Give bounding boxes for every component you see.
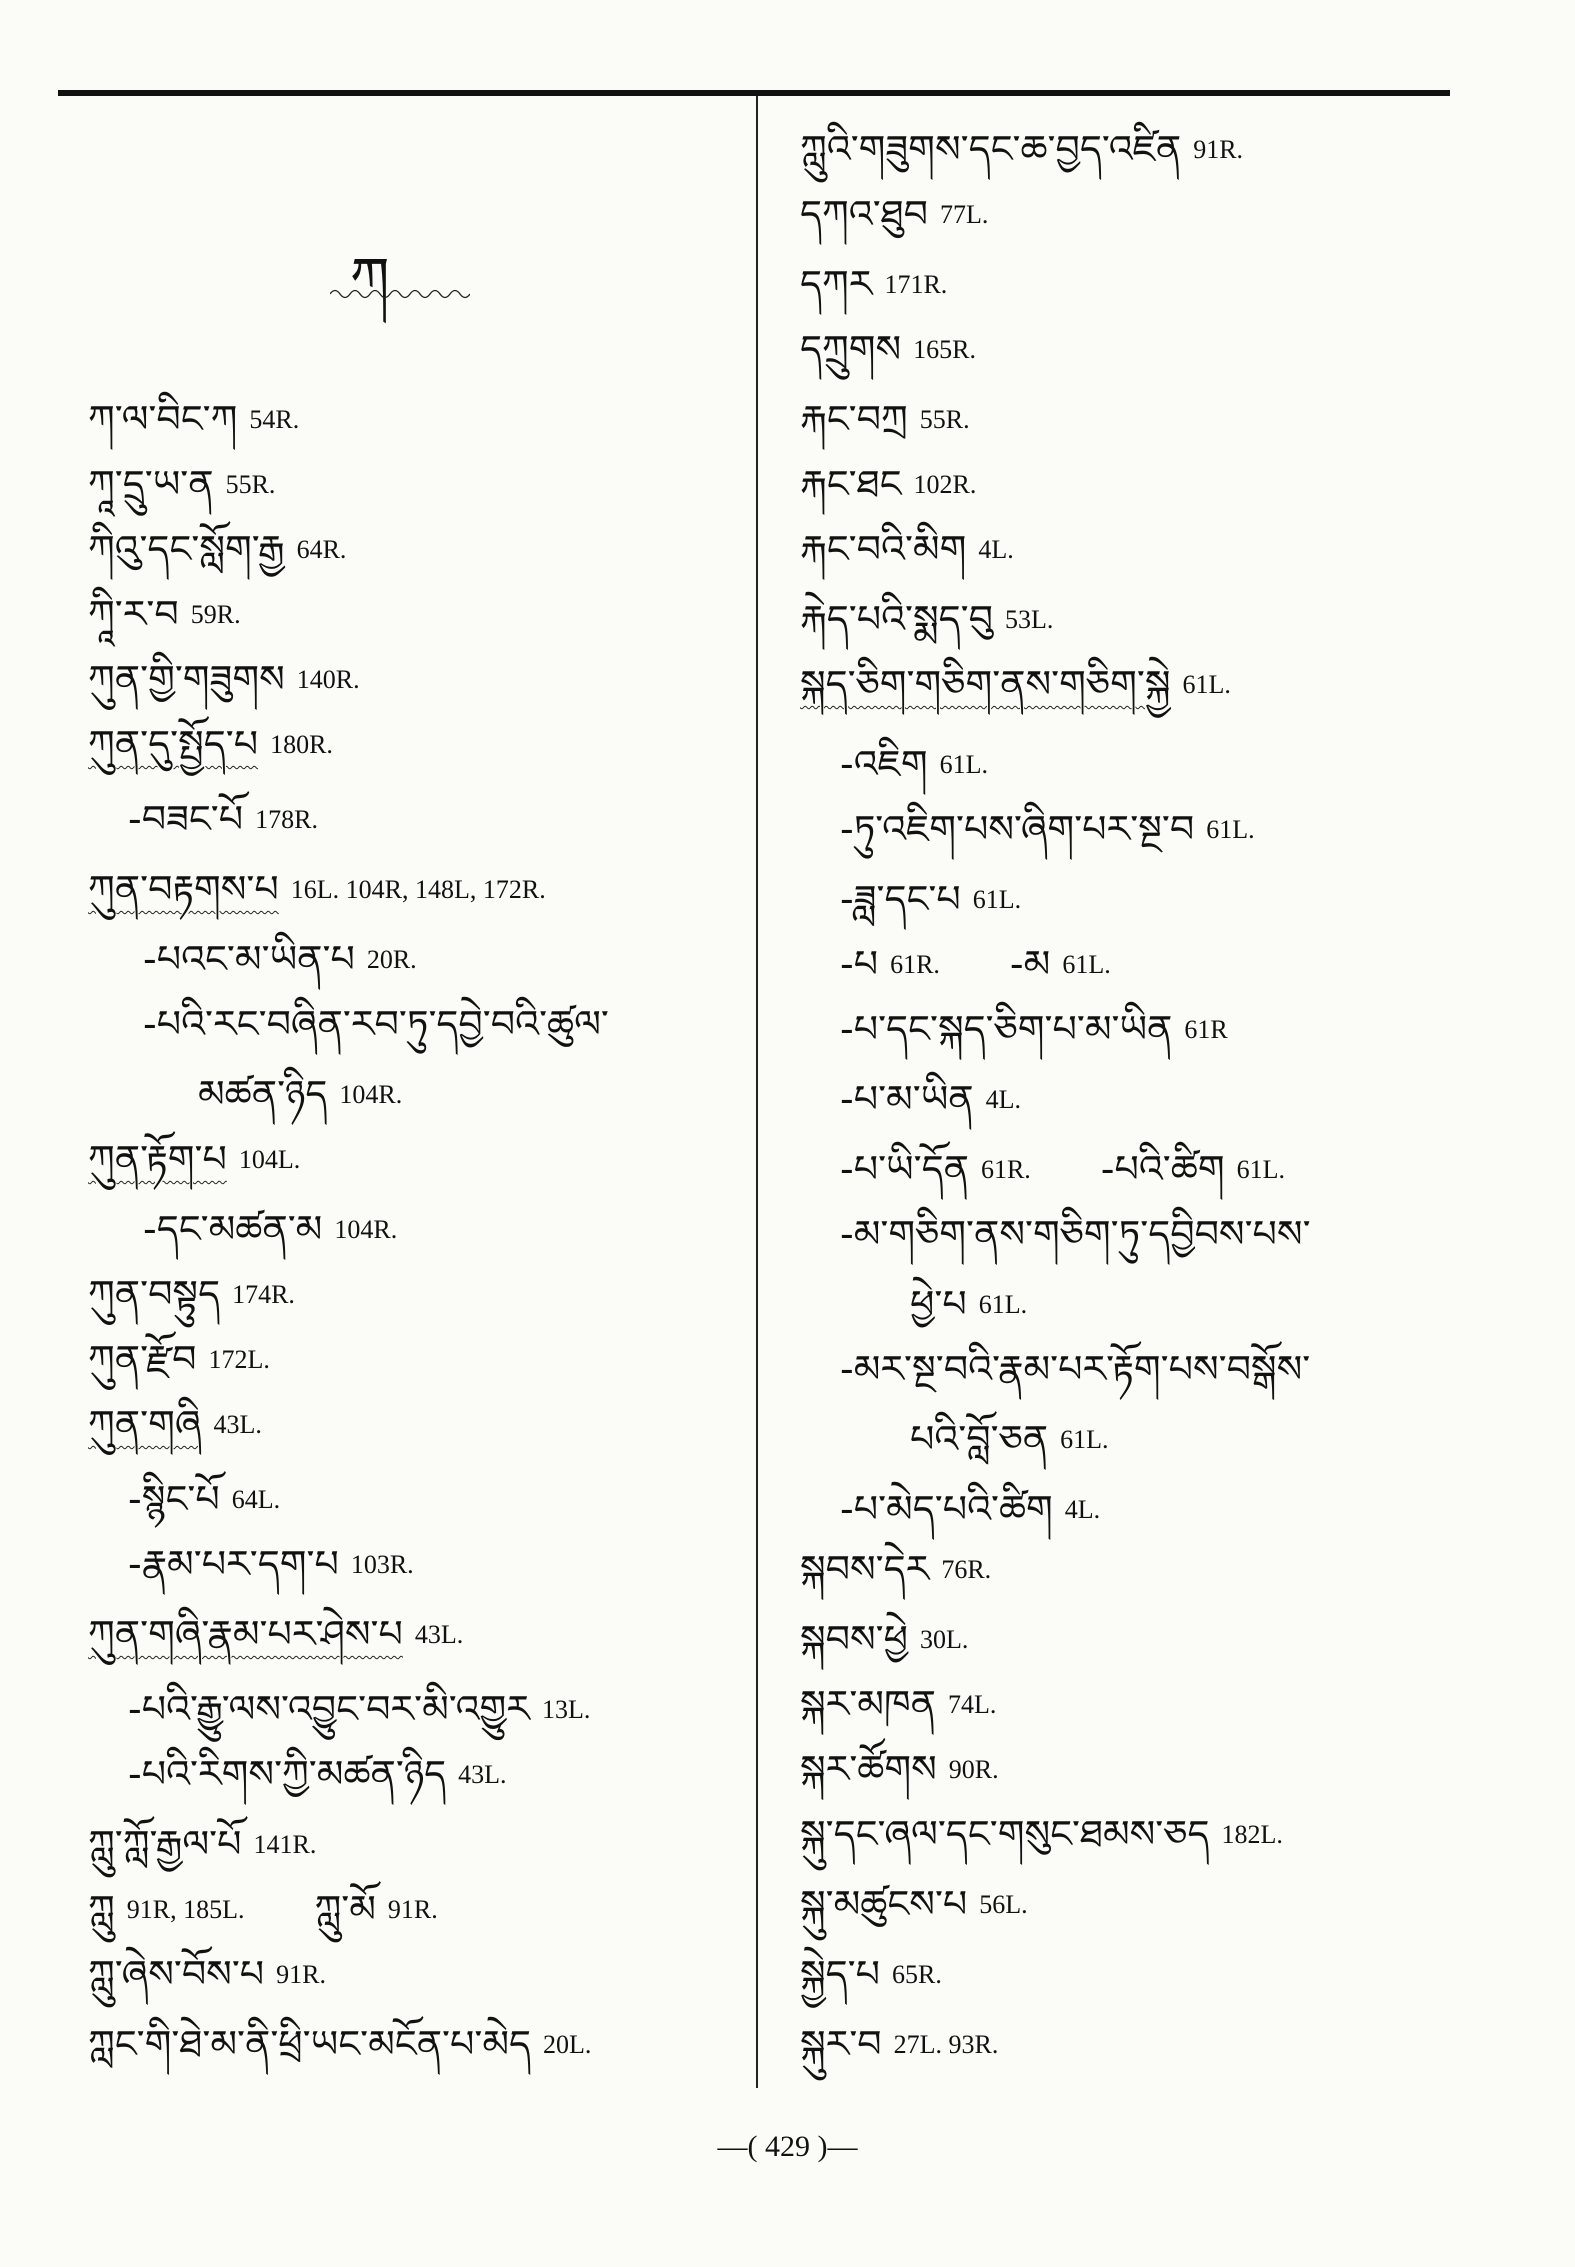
entry-page-ref: 61L.: [939, 750, 988, 779]
index-entry: [88, 1137, 301, 1181]
index-entry: [840, 1347, 1311, 1391]
entry-page-ref: 27L. 93R.: [893, 2030, 999, 2059]
entry-page-ref: 74L.: [947, 1690, 997, 1719]
entry-term: དཀྲུགས: [800, 327, 902, 371]
index-entry: [800, 1882, 1028, 1926]
index-entry: [88, 1952, 327, 1996]
entry-term: -པ: [840, 942, 879, 986]
index-entry: [88, 657, 360, 701]
entry-page-ref: 178R.: [255, 805, 318, 834]
index-entry: [800, 1617, 969, 1661]
entry-page-ref: 77L.: [939, 200, 989, 229]
entry-term: ཀུན་གཞི: [88, 1402, 202, 1446]
entry-term: ཀུན་བརྟགས་པ: [88, 867, 279, 911]
index-entry: [910, 1417, 1109, 1461]
entry-term: -པ་ཡི་དོན: [840, 1147, 969, 1191]
index-entry: [88, 1612, 464, 1656]
index-entry: [800, 662, 1231, 706]
entry-page-ref: 4L.: [1064, 1495, 1101, 1524]
index-entry: [800, 397, 970, 441]
entry-term-secondary: ཀླུ་མོ: [314, 1887, 376, 1931]
entry-term: ཀླུ་ཀློ་རྒྱལ་པོ: [88, 1822, 242, 1866]
entry-term: ཀ་ལ་བིང་ཀ: [88, 397, 238, 441]
entry-term: ཀླུའི་གཟུགས་དང་ཆ་བྱད་འཛིན: [800, 127, 1182, 171]
entry-page-ref: 43L.: [458, 1760, 507, 1789]
entry-term: དཀར: [800, 262, 873, 306]
index-entry: [143, 1207, 398, 1251]
entry-term: ཀཱི་ར་བ: [88, 592, 179, 636]
heading-letter: ཀ: [350, 246, 390, 311]
entry-page-ref: 182L.: [1221, 1820, 1283, 1849]
entry-page-ref: 43L.: [414, 1620, 464, 1649]
entry-page-ref: 140R.: [296, 665, 360, 694]
index-entry: [88, 722, 333, 766]
index-entry: [840, 1147, 1285, 1191]
entry-page-ref: 53L.: [1005, 605, 1054, 634]
entry-term: ཕྱེ་པ: [910, 1282, 967, 1326]
entry-page-ref: 61L.: [972, 885, 1022, 914]
entry-page-ref: 30L.: [920, 1625, 969, 1654]
entry-page-ref: 171R.: [884, 270, 948, 299]
entry-page-ref: 16L. 104R, 148L, 172R.: [290, 875, 546, 904]
entry-page-ref: 61L.: [1182, 670, 1231, 699]
entry-page-ref: 55R.: [225, 470, 276, 499]
entry-page-ref: 104R.: [334, 1215, 398, 1244]
entry-page-ref: 61L.: [1060, 1425, 1109, 1454]
entry-term: མཚན་ཉིད: [198, 1072, 328, 1116]
index-entry: [128, 1477, 281, 1521]
column-divider: [756, 96, 758, 2088]
index-entry: [800, 127, 1244, 171]
entry-page-ref: 102R.: [913, 470, 977, 499]
entry-page-ref: 103R.: [350, 1550, 414, 1579]
entry-term: ཀུན་དུ་སྤྱོད་པ: [88, 722, 259, 766]
entry-page-ref: 61L.: [1206, 815, 1255, 844]
entry-page-ref: 64L.: [231, 1485, 281, 1514]
entry-term: -པའི་རིགས་ཀྱི་མཚན་ཉིད: [128, 1752, 447, 1796]
index-entry: [143, 937, 417, 981]
entry-term: -པའི་རྒྱུ་ལས་འབྱུང་བར་མི་འགྱུར: [128, 1687, 530, 1731]
entry-page-ref: 4L.: [985, 1085, 1021, 1114]
entry-term: -མ་གཅིག་ནས་གཅིག་ཏུ་དབྱིབས་པས་: [840, 1212, 1311, 1256]
entry-page-ref: 20R.: [366, 945, 417, 974]
entry-term: -དང་མཚན་མ: [143, 1207, 323, 1251]
index-entry: [88, 1822, 317, 1866]
index-entry: [88, 592, 241, 636]
entry-term: -པ་མེད་པའི་ཚིག: [840, 1487, 1053, 1531]
entry-term: -མར་སྔ་བའི་རྣམ་པར་རྟོག་པས་བསྒོས་: [840, 1347, 1311, 1391]
entry-term: སྐར་ཚོགས: [800, 1747, 937, 1791]
entry-term: -ཏུ་འཇིག་པས་ཞིག་པར་སྔ་བ: [840, 807, 1195, 851]
index-entry: [198, 1072, 403, 1116]
entry-page-ref: 54R.: [249, 405, 300, 434]
entry-page-ref: 91R.: [1193, 135, 1244, 164]
index-entry: [800, 192, 989, 236]
entry-page-ref: 43L.: [213, 1410, 262, 1439]
entry-term: ཀིའུ་དང་སློག་རྒྱ: [88, 527, 285, 571]
index-entry: [840, 1077, 1021, 1121]
index-entry: [88, 397, 300, 441]
index-entry: [88, 867, 546, 911]
entry-page-ref: 55R.: [919, 405, 970, 434]
entry-term: -པ་དང་སྐད་ཅིག་པ་མ་ཡིན: [840, 1007, 1173, 1051]
entry-term: ཀུན་གཞི་རྣམ་པར་ཤེས་པ: [88, 1612, 403, 1656]
entry-term: -པ་མ་ཡིན: [840, 1077, 974, 1121]
index-entry: [800, 262, 948, 306]
entry-term: -ཟླ་དང་པ: [840, 877, 961, 921]
index-entry: [128, 797, 318, 841]
index-entry: [800, 2022, 999, 2066]
entry-page-ref-secondary: 61L.: [1062, 950, 1111, 979]
index-entry: [840, 807, 1255, 851]
entry-term: -པའང་མ་ཡིན་པ: [143, 937, 355, 981]
entry-term: སྐུ་དང་ཞལ་དང་གསུང་ཐམས་ཅད: [800, 1812, 1210, 1856]
index-entry: [88, 2022, 592, 2066]
entry-page-ref: 13L.: [541, 1695, 591, 1724]
index-entry: [800, 1812, 1283, 1856]
entry-term-secondary: -མ: [1009, 942, 1051, 986]
entry-term: རྐེད་པའི་སྨད་བུ: [800, 597, 994, 641]
page-number: —( 429 )—: [717, 2130, 858, 2163]
entry-term-secondary: -པའི་ཚིག: [1100, 1147, 1225, 1191]
index-entry: [800, 597, 1054, 641]
entry-term: རྐང་ཐང: [800, 462, 902, 506]
index-entry: [88, 1337, 270, 1381]
index-entry: [840, 1007, 1228, 1051]
entry-term: རྐང་བཀྲ: [800, 397, 908, 441]
entry-page-ref: 61R.: [890, 950, 940, 979]
index-entry: [128, 1752, 507, 1796]
entry-term: ཀླུ: [88, 1887, 115, 1931]
entry-page-ref: 165R.: [913, 335, 977, 364]
index-entry: [800, 1747, 999, 1791]
index-entry: [88, 1402, 262, 1446]
index-entry: [840, 1487, 1101, 1531]
entry-page-ref: 59R.: [190, 600, 241, 629]
entry-term: ཀུན་བསྟུད: [88, 1272, 221, 1316]
index-entry: [800, 1547, 992, 1591]
entry-page-ref: 104R.: [339, 1080, 403, 1109]
entry-page-ref: 180R.: [270, 730, 333, 759]
index-entry: [88, 527, 347, 571]
index-entry: [800, 1952, 942, 1996]
index-entry: [910, 1282, 1028, 1326]
entry-page-ref: 172L.: [208, 1345, 270, 1374]
entry-page-ref: 64R.: [296, 535, 347, 564]
entry-term: ཀླང་གི་ཐེ་མ་ནི་ཕྲི་ཡང་མངོན་པ་མེད: [88, 2022, 532, 2066]
entry-term: ཀླུ་ཞེས་བོས་པ: [88, 1952, 265, 1996]
entry-page-ref: 76R.: [941, 1555, 992, 1584]
entry-term: ཀཱ་དྲུ་ཡ་ན: [88, 462, 214, 506]
entry-page-ref: 174R.: [232, 1280, 295, 1309]
index-entry: [840, 942, 1111, 986]
entry-term: སྐྱེད་པ: [800, 1952, 880, 1996]
top-rule: [58, 90, 1450, 96]
index-entry: [840, 877, 1022, 921]
entry-term: རྐང་བའི་མིག: [800, 527, 967, 571]
entry-term: -པའི་རང་བཞིན་རབ་ཏུ་དབྱེ་བའི་ཚུལ་: [143, 1002, 609, 1046]
entry-term: སྐར་མཁན: [800, 1682, 936, 1726]
entry-term: -སྙིང་པོ: [128, 1477, 220, 1521]
entry-page-ref: 91R, 185L.: [126, 1895, 245, 1924]
entry-term: ཀུན་རྟོག་པ: [88, 1137, 227, 1181]
index-entry: [143, 1002, 609, 1046]
index-entry: [88, 1272, 295, 1316]
entry-page-ref: 61R: [1184, 1015, 1228, 1044]
entry-term: སྐུར་བ: [800, 2022, 882, 2066]
index-entry: [128, 1687, 591, 1731]
entry-page-ref: 61R.: [980, 1155, 1031, 1184]
entry-page-ref: 141R.: [253, 1830, 317, 1859]
entry-term: པའི་བློ་ཅན: [910, 1417, 1049, 1461]
index-entry: [840, 1212, 1311, 1256]
index-entry: [800, 462, 977, 506]
entry-page-ref-secondary: 91R.: [387, 1895, 438, 1924]
entry-term: -རྣམ་པར་དག་པ: [128, 1542, 339, 1586]
entry-term: སྐུ་མཚུངས་པ: [800, 1882, 968, 1926]
index-entry: [128, 1542, 414, 1586]
entry-page-ref: 61L.: [978, 1290, 1028, 1319]
entry-term: ཀུན་གྱི་གཟུགས: [88, 657, 285, 701]
index-entry: [800, 1682, 997, 1726]
entry-term: -བཟང་པོ: [128, 797, 244, 841]
entry-page-ref: 104L.: [238, 1145, 301, 1174]
entry-term: དཀའ་ཐུབ: [800, 192, 928, 236]
entry-page-ref: 90R.: [948, 1755, 999, 1784]
entry-term: སྐབས་དེར: [800, 1547, 930, 1591]
entry-term: སྐད་ཅིག་གཅིག་ནས་གཅིག་སྐྱེ: [800, 662, 1171, 706]
index-entry: [88, 462, 276, 506]
entry-page-ref: 4L.: [978, 535, 1014, 564]
entry-term: སྐབས་ཕྱེ: [800, 1617, 908, 1661]
entry-term: ཀུན་རྫོབ: [88, 1337, 197, 1381]
entry-term: -འཇིག: [840, 742, 928, 786]
entry-page-ref: 56L.: [979, 1890, 1028, 1919]
heading-wave-underline: [330, 287, 470, 301]
entry-page-ref-secondary: 61L.: [1236, 1155, 1285, 1184]
entry-page-ref: 91R.: [276, 1960, 327, 1989]
index-entry: [88, 1887, 438, 1931]
entry-page-ref: 20L.: [543, 2030, 592, 2059]
index-entry: [800, 327, 977, 371]
entry-page-ref: 65R.: [892, 1960, 942, 1989]
index-entry: [840, 742, 988, 786]
index-entry: [800, 527, 1014, 571]
